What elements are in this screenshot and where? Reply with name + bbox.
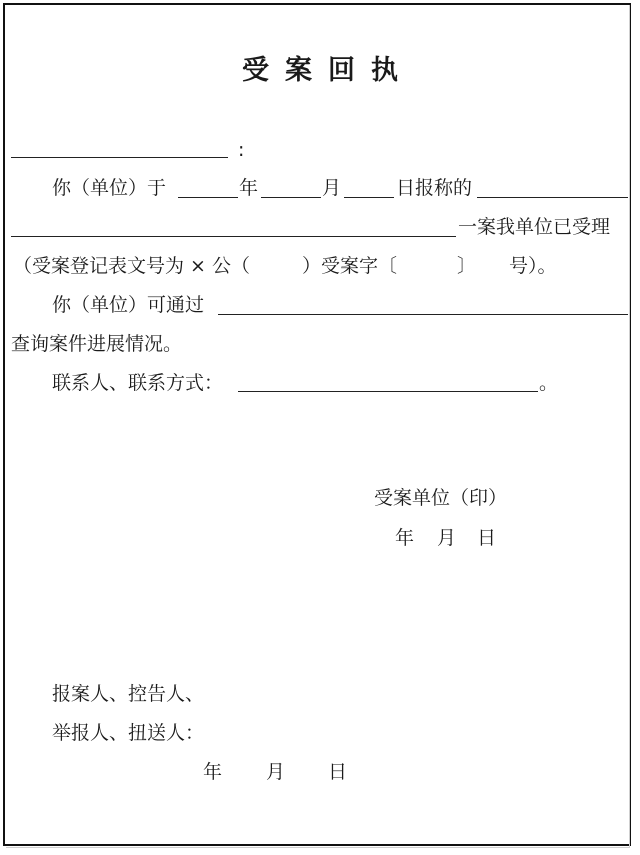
reporter-label-line1: 报案人、控告人、: [52, 683, 205, 705]
contact-period: 。: [539, 372, 559, 394]
line3-number-suffix: 号）。: [509, 255, 557, 277]
line5-query-text: 查询案件进展情况。: [11, 333, 183, 355]
seal-date-day: 日: [477, 527, 497, 549]
contact-label: 联系人、联系方式：: [52, 372, 224, 394]
seal-date-month: 月: [437, 527, 457, 549]
line3-registration-prefix: （受案登记表文号为 × 公（: [13, 255, 250, 277]
line1-day-reported-label: 日报称的: [396, 177, 473, 199]
day-blank[interactable]: [344, 197, 394, 198]
month-blank[interactable]: [261, 197, 321, 198]
accepting-unit-seal: 受案单位（印）: [374, 487, 508, 509]
line1-year-label: 年: [239, 177, 259, 199]
contact-blank[interactable]: [238, 391, 538, 392]
document-title: 受案回执: [242, 55, 414, 86]
recipient-blank[interactable]: [11, 157, 228, 158]
line2-accepted-text: 一案我单位已受理: [458, 216, 611, 238]
query-channel-blank[interactable]: [218, 314, 628, 315]
case-name-blank-b[interactable]: [11, 236, 456, 237]
bottom-date-day: 日: [328, 761, 348, 783]
bottom-date-month: 月: [266, 761, 286, 783]
line1-month-label: 月: [322, 177, 342, 199]
reporter-label-line2: 举报人、扭送人：: [52, 722, 205, 744]
line3-accept-word: ）受案字〔: [302, 255, 398, 277]
year-blank[interactable]: [178, 197, 238, 198]
line1-prefix: 你（单位）于: [52, 177, 167, 199]
recipient-colon: :: [238, 139, 245, 161]
bottom-date-year: 年: [203, 761, 223, 783]
seal-date-year: 年: [395, 527, 415, 549]
line3-bracket-close: 〕: [457, 255, 477, 277]
line4-via-text: 你（单位）可通过: [52, 294, 205, 316]
case-name-blank-a[interactable]: [477, 197, 628, 198]
